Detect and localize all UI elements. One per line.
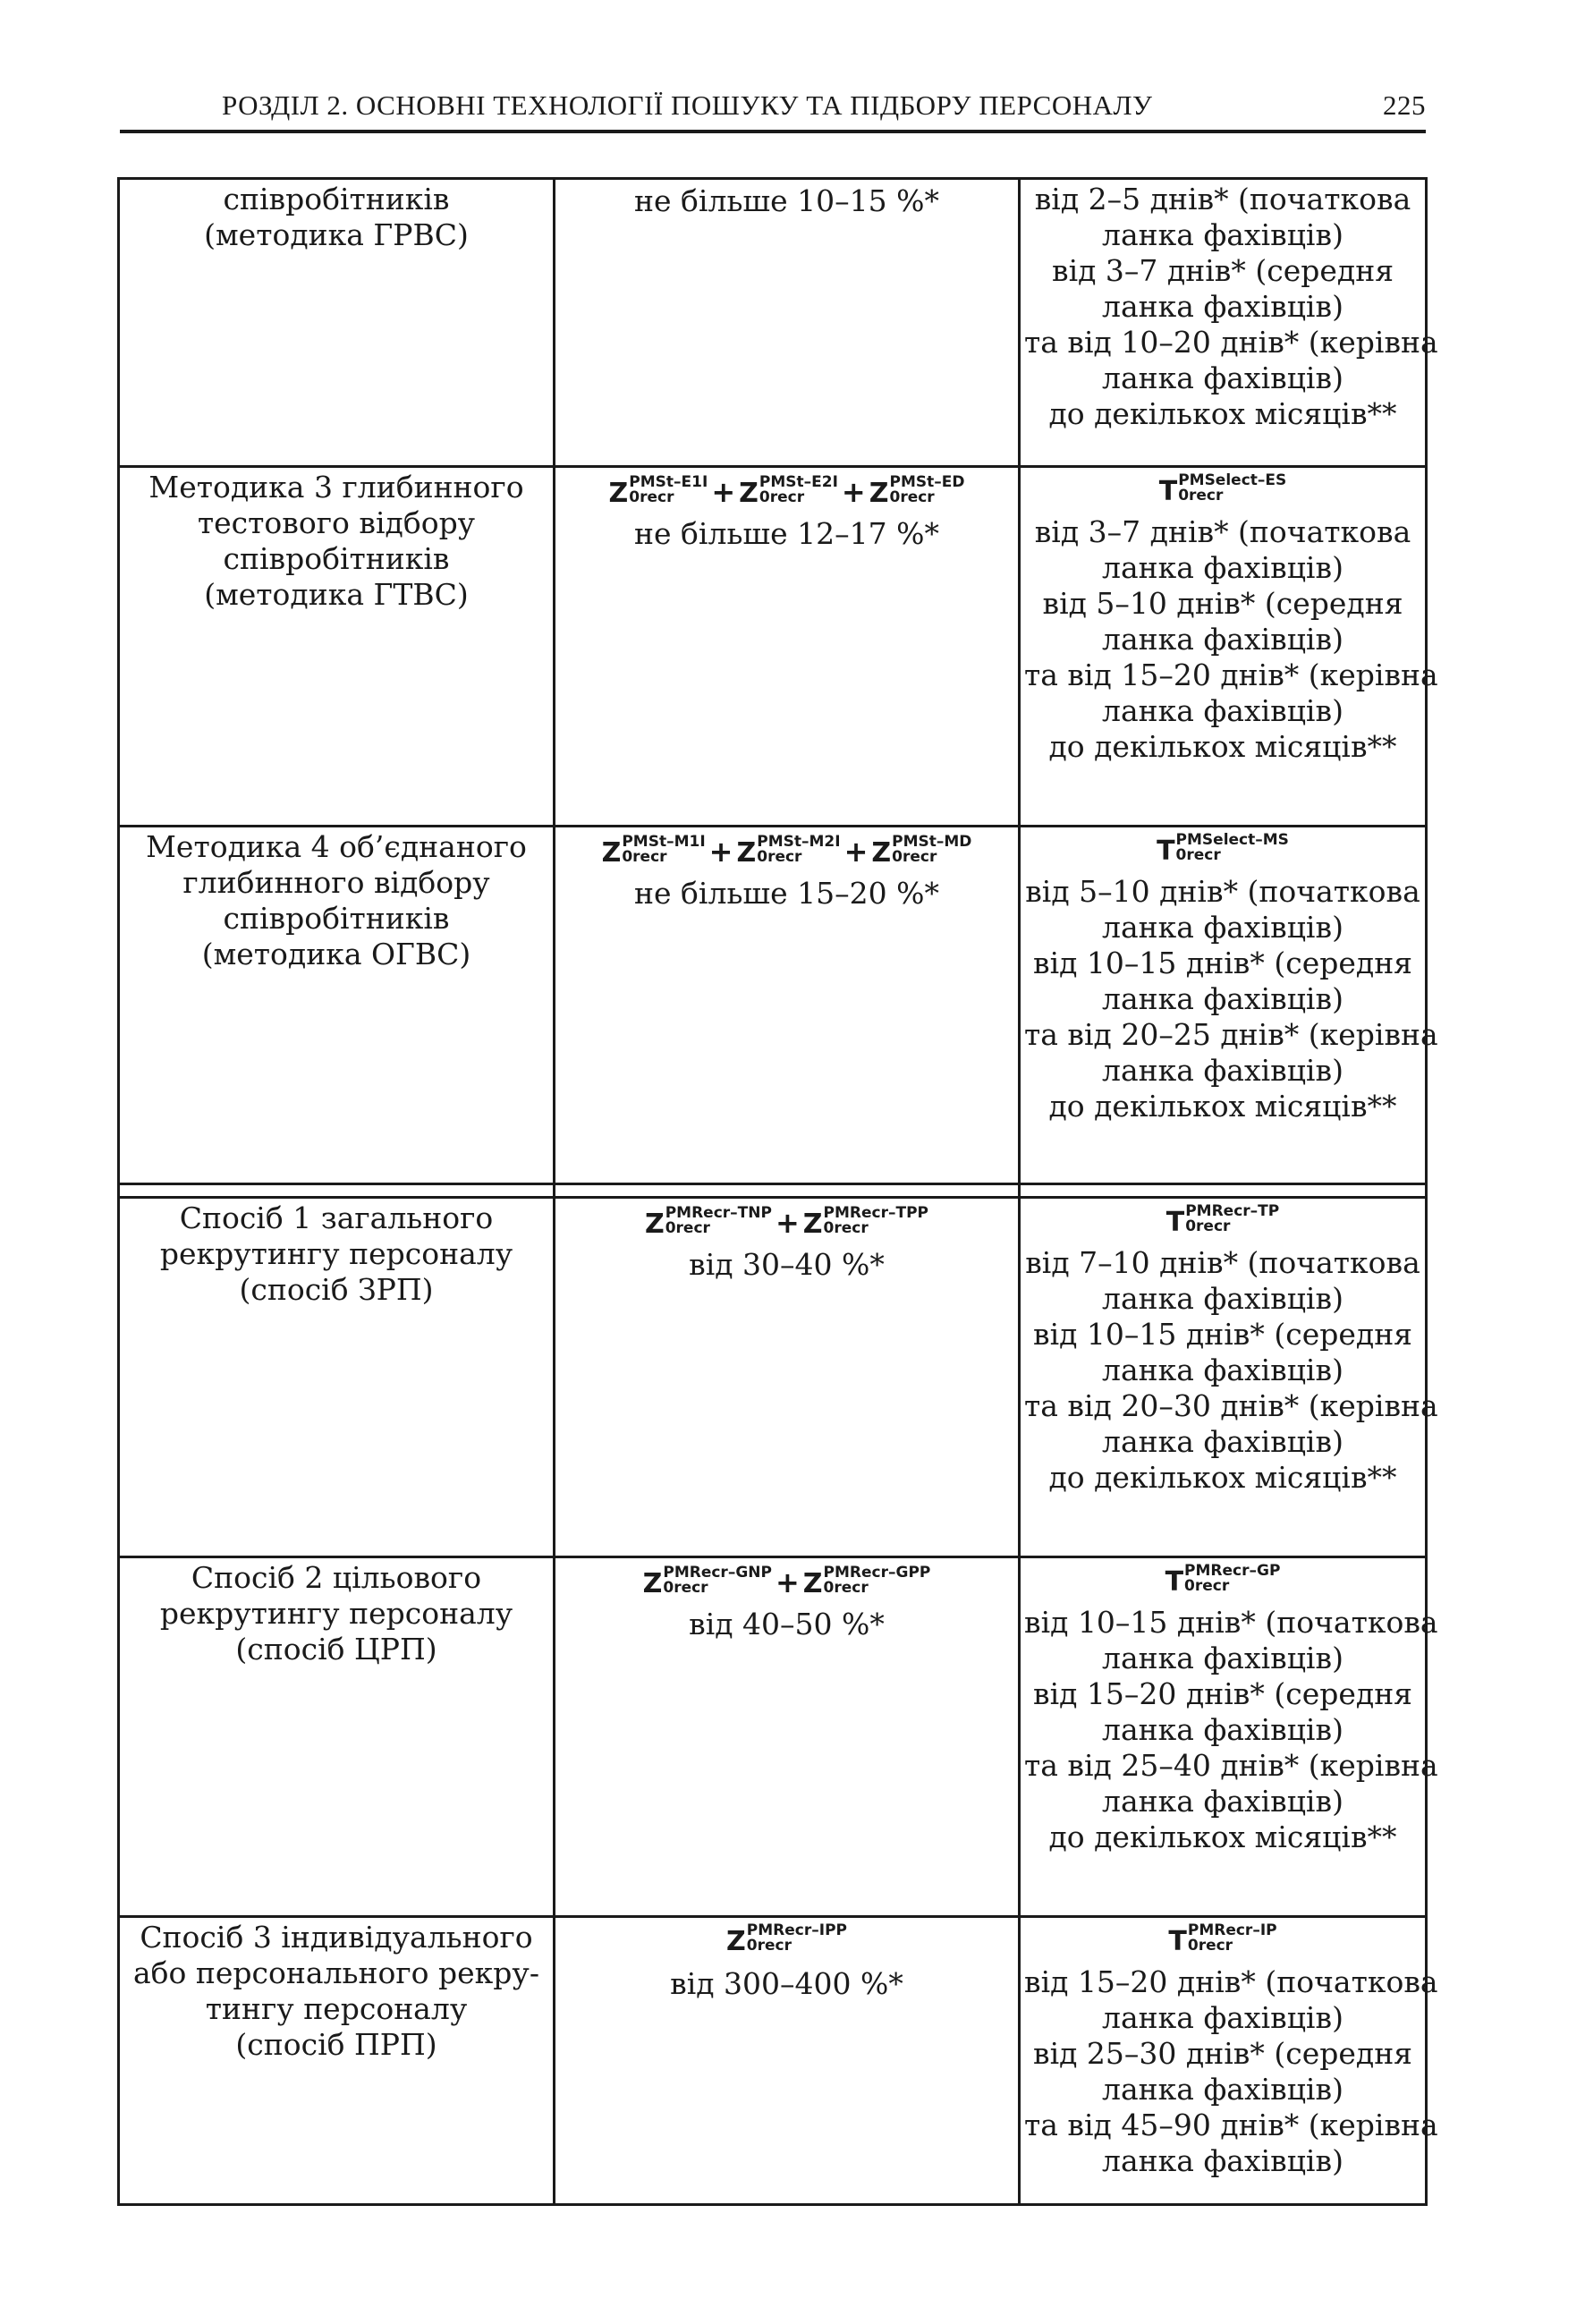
table-row <box>119 1917 1427 2205</box>
symbol-superscript: PMSelect–MS <box>1175 831 1289 849</box>
symbol-superscript: PMSt–M2I <box>757 833 841 851</box>
symbol-indices <box>1188 1923 1277 1954</box>
time-cell <box>1020 1917 1438 2205</box>
separator-cell <box>1020 1184 1427 1198</box>
time-line: від 3–7 днів* (початкова <box>1034 514 1411 549</box>
time-line: ланка фахівців) <box>1102 1353 1343 1387</box>
symbol-subscript: 0recr <box>1178 487 1224 505</box>
symbol-superscript: PMRecr–GP <box>1184 1562 1281 1580</box>
symbol-indices <box>1185 1204 1279 1234</box>
time-line: ланка фахівців) <box>1102 1784 1343 1819</box>
cost-value: не більше 10–15 %* <box>634 183 939 218</box>
method-line: (методика ГРВС) <box>204 217 469 252</box>
method-cell <box>119 1917 555 2205</box>
symbol-subscript: 0recr <box>629 488 674 506</box>
time-line: до декількох місяців** <box>1048 1819 1397 1854</box>
symbol-base: Z <box>644 1209 665 1240</box>
time-line: ланка фахівців) <box>1102 1053 1343 1088</box>
method-cell <box>119 179 555 467</box>
formula-symbol <box>1157 829 1289 874</box>
cost-formula <box>559 829 1014 874</box>
time-line: до декількох місяців** <box>1048 1089 1397 1124</box>
chapter-title: РОЗДІЛ 2. ОСНОВНІ ТЕХНОЛОГІЇ ПОШУКУ ТА ПІДБОРУ ПЕРСОНАЛУ <box>222 89 1153 121</box>
cost-cell <box>555 1198 1020 1557</box>
symbol-superscript: PMRecr–TP <box>1185 1202 1280 1220</box>
symbol-superscript: PMRecr–TNP <box>665 1204 772 1222</box>
symbol-superscript: PMRecr–GNP <box>663 1564 772 1582</box>
time-formula <box>1024 1200 1421 1245</box>
cost-formula <box>559 1560 1014 1605</box>
symbol-subscript: 0recr <box>746 1937 792 1955</box>
method-line: тингу персоналу <box>205 1991 468 2026</box>
table-row <box>119 827 1427 1184</box>
method-line: Спосіб 3 індивідуального <box>140 1920 533 1955</box>
formula-symbol <box>1168 1920 1276 1964</box>
formula-symbol <box>739 471 838 516</box>
symbol-indices <box>757 835 840 865</box>
time-formula <box>1024 1920 1421 1964</box>
cost-cell <box>555 827 1020 1184</box>
cost-value: не більше 15–20 %* <box>634 876 939 911</box>
cost-value: не більше 12–17 %* <box>634 516 939 551</box>
time-line: від 3–7 днів* (середня <box>1051 253 1394 288</box>
section-separator <box>119 1184 1427 1198</box>
symbol-subscript: 0recr <box>759 488 805 506</box>
plus-sign: + <box>708 835 733 869</box>
method-line: глибинного відбору <box>182 865 490 900</box>
separator-cell <box>119 1184 555 1198</box>
plus-sign: + <box>841 475 866 509</box>
symbol-superscript: PMRecr–TPP <box>823 1204 929 1222</box>
cost-cell <box>555 1557 1020 1917</box>
time-line: від 7–10 днів* (початкова <box>1025 1245 1420 1280</box>
symbol-superscript: PMSt–ED <box>889 473 965 491</box>
method-cell <box>119 827 555 1184</box>
time-line: ланка фахівців) <box>1102 981 1343 1016</box>
table-row <box>119 1198 1427 1557</box>
time-line: від 15–20 днів* (початкова <box>1024 1964 1438 1999</box>
time-line: від 10–15 днів* (середня <box>1032 946 1413 980</box>
symbol-subscript: 0recr <box>1184 1577 1230 1595</box>
formula-symbol <box>803 1202 928 1247</box>
time-line: та від 20–30 днів* (керівна <box>1024 1388 1438 1423</box>
symbol-base: Z <box>802 1209 823 1240</box>
symbol-subscript: 0recr <box>823 1219 869 1237</box>
time-line: та від 45–90 днів* (керівна <box>1024 2108 1438 2142</box>
time-line: від 15–20 днів* (середня <box>1032 1676 1413 1711</box>
symbol-base: Z <box>601 837 622 869</box>
method-line: Методика 3 глибинного <box>148 470 524 505</box>
symbol-base: Z <box>608 478 629 509</box>
time-line: ланка фахівців) <box>1102 1641 1343 1675</box>
symbol-superscript: PMSt–MD <box>892 833 972 851</box>
symbol-subscript: 0recr <box>889 488 935 506</box>
symbol-indices <box>824 1206 928 1236</box>
plus-sign: + <box>775 1565 800 1599</box>
time-line: ланка фахівців) <box>1102 1424 1343 1459</box>
cost-value: від 40–50 %* <box>689 1607 885 1641</box>
method-line: Методика 4 об’єднаного <box>146 829 527 864</box>
cost-cell <box>555 1917 1020 2205</box>
time-line: ланка фахівців) <box>1102 2143 1343 2178</box>
table-row <box>119 467 1427 827</box>
cost-value: від 300–400 %* <box>670 1966 903 2001</box>
method-cell <box>119 467 555 827</box>
symbol-indices <box>622 835 705 865</box>
symbol-indices <box>1176 833 1289 863</box>
method-line: співробітників <box>223 182 450 216</box>
symbol-base: Z <box>869 478 889 509</box>
time-cell <box>1020 1198 1438 1557</box>
time-cell <box>1020 827 1438 1184</box>
symbol-superscript: PMSt–M1I <box>622 833 706 851</box>
symbol-subscript: 0recr <box>1185 1217 1231 1235</box>
method-line: (спосіб ЦРП) <box>235 1632 437 1667</box>
symbol-subscript: 0recr <box>757 848 802 866</box>
symbol-indices <box>747 1923 847 1954</box>
time-cell <box>1020 179 1438 467</box>
symbol-subscript: 0recr <box>665 1219 710 1237</box>
time-line: та від 15–20 днів* (керівна <box>1024 657 1438 692</box>
time-line: ланка фахівців) <box>1102 360 1343 395</box>
plus-sign: + <box>711 475 736 509</box>
time-formula <box>1024 470 1421 514</box>
formula-symbol <box>643 1562 772 1607</box>
symbol-base: T <box>1165 1207 1185 1238</box>
method-line: Спосіб 1 загального <box>179 1200 494 1235</box>
cost-formula <box>559 1920 1014 1964</box>
time-cell <box>1020 467 1438 827</box>
method-line: (спосіб ПРП) <box>235 2027 437 2062</box>
method-line: співробітників <box>223 901 450 936</box>
time-line: до декількох місяців** <box>1048 1460 1397 1495</box>
method-line: рекрутингу персоналу <box>159 1236 513 1271</box>
symbol-base: Z <box>871 837 892 869</box>
symbol-indices <box>824 1565 931 1596</box>
symbol-superscript: PMRecr–IPP <box>746 1921 847 1939</box>
time-line: та від 20–25 днів* (керівна <box>1024 1017 1438 1052</box>
symbol-subscript: 0recr <box>1187 1937 1233 1955</box>
symbol-superscript: PMSt–E2I <box>759 473 838 491</box>
formula-symbol <box>1166 1200 1279 1245</box>
symbol-base: Z <box>802 1568 823 1599</box>
symbol-superscript: PMRecr–GPP <box>823 1564 931 1582</box>
symbol-indices <box>1184 1564 1280 1594</box>
symbol-indices <box>1178 473 1286 504</box>
method-line: (методика ГТВС) <box>204 577 469 612</box>
time-line: ланка фахівців) <box>1102 910 1343 945</box>
time-line: ланка фахівців) <box>1102 289 1343 324</box>
time-formula <box>1024 829 1421 874</box>
formula-symbol <box>1159 470 1287 514</box>
time-line: ланка фахівців) <box>1102 2000 1343 2035</box>
plus-sign: + <box>843 835 869 869</box>
method-line: співробітників <box>223 541 450 576</box>
formula-symbol <box>736 831 840 876</box>
symbol-base: T <box>1168 1926 1187 1957</box>
symbol-superscript: PMRecr–IP <box>1187 1921 1277 1939</box>
symbol-indices <box>665 1206 772 1236</box>
header-rule <box>120 130 1426 133</box>
cost-value: від 30–40 %* <box>689 1247 885 1282</box>
time-line: ланка фахівців) <box>1102 550 1343 585</box>
method-line: Спосіб 2 цільового <box>191 1560 482 1595</box>
time-line: від 25–30 днів* (середня <box>1032 2036 1413 2071</box>
time-formula <box>1024 1560 1421 1605</box>
plus-sign: + <box>775 1206 800 1240</box>
symbol-base: T <box>1165 1566 1184 1598</box>
symbol-superscript: PMSt–E1I <box>629 473 708 491</box>
cost-formula <box>559 470 1014 514</box>
formula-symbol <box>869 471 965 516</box>
formula-symbol <box>1165 1560 1281 1605</box>
time-line: та від 25–40 днів* (керівна <box>1024 1748 1438 1783</box>
method-line: тестового відбору <box>197 505 476 540</box>
symbol-base: Z <box>739 478 759 509</box>
formula-symbol <box>602 831 706 876</box>
symbol-superscript: PMSelect–ES <box>1178 471 1287 489</box>
method-line: (спосіб ЗРП) <box>239 1272 434 1307</box>
table-row <box>119 1557 1427 1917</box>
symbol-subscript: 0recr <box>823 1579 869 1597</box>
symbol-base: T <box>1158 476 1178 507</box>
symbol-subscript: 0recr <box>892 848 937 866</box>
formula-symbol <box>609 471 708 516</box>
time-line: ланка фахівців) <box>1102 622 1343 657</box>
methods-table <box>117 177 1438 2206</box>
time-line: від 5–10 днів* (середня <box>1042 586 1403 621</box>
time-line: ланка фахівців) <box>1102 1712 1343 1747</box>
symbol-indices <box>892 835 971 865</box>
symbol-base: T <box>1157 835 1175 867</box>
time-line: від 2–5 днів* (початкова <box>1034 182 1411 216</box>
symbol-base: Z <box>736 837 757 869</box>
method-line: рекрутингу персоналу <box>159 1596 513 1631</box>
symbol-base: Z <box>726 1926 746 1957</box>
time-line: від 10–15 днів* (середня <box>1032 1317 1413 1352</box>
symbol-subscript: 0recr <box>663 1579 708 1597</box>
method-line: (методика ОГВС) <box>201 937 471 971</box>
cost-formula <box>559 1200 1014 1245</box>
method-cell <box>119 1198 555 1557</box>
time-line: ланка фахівців) <box>1102 1281 1343 1316</box>
page-number: 225 <box>1383 89 1426 121</box>
symbol-indices <box>759 475 838 505</box>
symbol-indices <box>663 1565 772 1596</box>
symbol-base: Z <box>642 1568 663 1599</box>
formula-symbol <box>645 1202 772 1247</box>
formula-symbol <box>871 831 971 876</box>
method-cell <box>119 1557 555 1917</box>
time-line: ланка фахівців) <box>1102 693 1343 728</box>
time-line: від 10–15 днів* (початкова <box>1024 1605 1438 1640</box>
time-line: ланка фахівців) <box>1102 2072 1343 2107</box>
cost-cell <box>555 467 1020 827</box>
running-header <box>120 82 1426 127</box>
time-line: до декількох місяців** <box>1048 729 1397 764</box>
table-row <box>119 179 1427 467</box>
symbol-indices <box>889 475 964 505</box>
symbol-subscript: 0recr <box>1175 846 1221 864</box>
formula-symbol <box>803 1562 931 1607</box>
time-line: та від 10–20 днів* (керівна <box>1024 325 1438 360</box>
time-line: ланка фахівців) <box>1102 217 1343 252</box>
symbol-subscript: 0recr <box>622 848 667 866</box>
time-line: від 5–10 днів* (початкова <box>1025 874 1420 909</box>
method-line: або персонального рекру- <box>133 1955 539 1990</box>
separator-cell <box>555 1184 1020 1198</box>
formula-symbol <box>726 1920 847 1964</box>
cost-cell <box>555 179 1020 467</box>
symbol-indices <box>629 475 708 505</box>
time-line: до декількох місяців** <box>1048 396 1397 431</box>
time-cell <box>1020 1557 1438 1917</box>
